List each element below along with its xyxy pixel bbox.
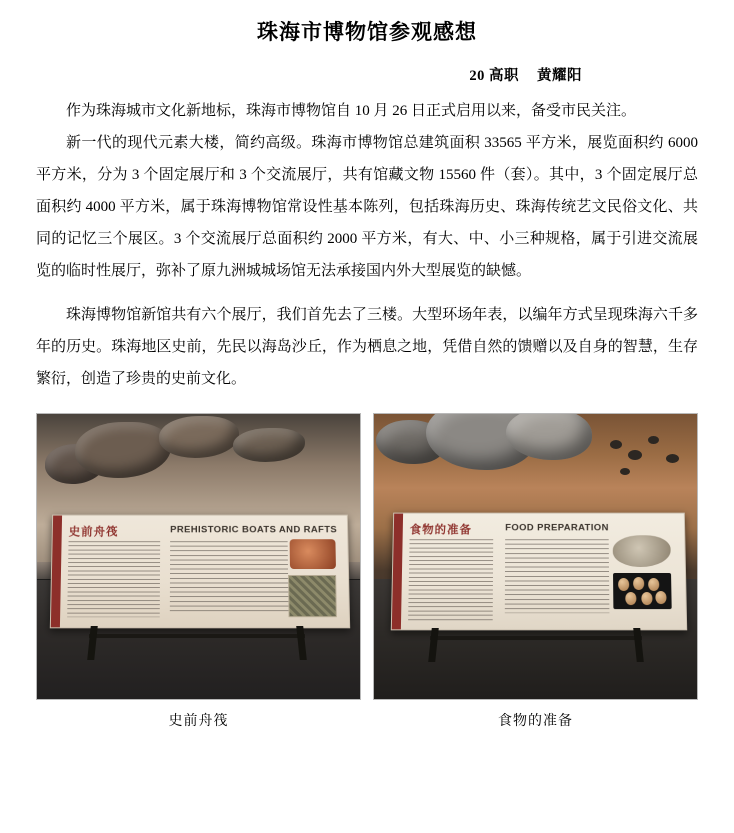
panel-stand: [71, 626, 323, 660]
paragraph-2: 新一代的现代元素大楼，简约高级。珠海市博物馆总建筑面积 33565 平方米，展览面积约 6000 平方米，分为 3 个固定展厅和 3 个交流展厅，共有馆藏文物 15560 件（套）。其中，3 个固定展厅总面积约 4000 平方米，属于珠海博物馆常设性基本陈列，包括珠海历史、珠海传统艺文民俗文化、共同的记忆三个展区。3 个交流展厅总面积约 2000 平方米，有大、中、小三种规格，属于引进交流展览的临时性展厅，弥补了原九洲城城场馆无法承接国内外大型展览的缺憾。: [36, 135, 698, 279]
byline-class: 20 高职: [469, 68, 519, 84]
panel-rubbing-image: [288, 575, 337, 617]
panel-stand: [414, 628, 658, 662]
panel-accent-bar: [51, 516, 62, 628]
stand-crossbar: [89, 634, 305, 638]
panel-artifact-image: [290, 539, 336, 569]
paragraph-3: 珠海博物馆新馆共有六个展厅，我们首先去了三楼。大型环场年表，以编年方式呈现珠海六千多年的历史。珠海地区史前，先民以海岛沙丘，作为栖息之地，凭借自然的馈赠以及自身的智慧，生存繁衍，创造了珍贵的史前文化。: [36, 307, 698, 387]
panel-title-cn: 食物的准备: [409, 524, 472, 537]
pebble-prop: [666, 454, 679, 463]
panel-title-cn: 史前舟筏: [68, 526, 119, 539]
byline-author: 黄耀阳: [537, 68, 582, 84]
stand-leg: [87, 626, 98, 660]
pebble-prop: [628, 450, 642, 460]
figure-caption: 食物的准备: [498, 714, 573, 729]
figure-row: [36, 413, 698, 730]
byline: [36, 64, 582, 85]
photo-food-preparation: [373, 413, 698, 700]
pebble-prop: [610, 440, 622, 449]
panel-pottery-image: [613, 573, 672, 609]
document-page: [0, 16, 734, 833]
stand-leg: [296, 626, 307, 660]
stand-crossbar: [430, 636, 642, 640]
stand-leg: [633, 628, 644, 662]
paragraph-1: 作为珠海城市文化新地标，珠海市博物馆自 10 月 26 日正式启用以来，备受市民关注。: [66, 103, 637, 119]
figure-2: [373, 413, 698, 730]
panel-title-en: FOOD PREPARATION: [505, 522, 609, 534]
panel-text-column-en: [505, 539, 610, 613]
exhibit-info-panel: [391, 513, 687, 631]
panel-text-column-en: [170, 541, 289, 611]
panel-accent-bar: [392, 514, 403, 630]
figure-1: [36, 413, 361, 730]
photo-prehistoric-boats: [36, 413, 361, 700]
panel-title-en: PREHISTORIC BOATS AND RAFTS: [170, 524, 338, 536]
panel-grinding-stone-image: [613, 535, 671, 567]
page-title: 珠海市博物馆参观感想: [257, 20, 477, 44]
panel-text-column-cn: [67, 541, 160, 617]
panel-text-column-cn: [408, 539, 493, 621]
exhibit-info-panel: [50, 515, 350, 629]
museum-scene-1: [37, 414, 360, 699]
figure-caption: 史前舟筏: [168, 714, 229, 729]
stand-leg: [428, 628, 439, 662]
pebble-prop: [648, 436, 659, 444]
pebble-prop: [620, 468, 630, 475]
museum-scene-2: [374, 414, 697, 699]
